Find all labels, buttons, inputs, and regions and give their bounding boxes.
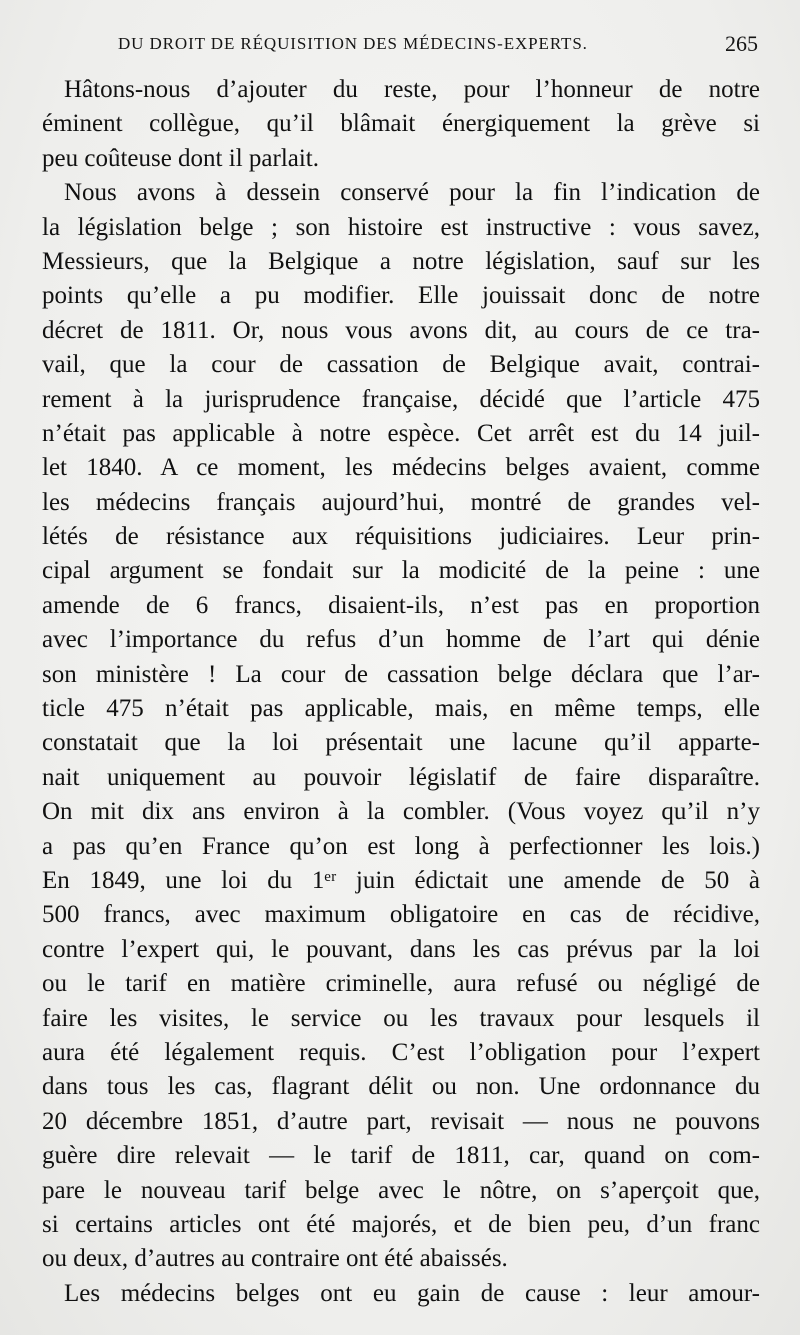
text-line: pare le nouveau tarif belge avec le nôtre, on s’aperçoit que,	[42, 1176, 760, 1204]
text-line: son ministère ! La cour de cassation belge déclara que l’ar-	[42, 660, 760, 688]
text-line: points qu’elle a pu modifier. Elle jouissait donc de notre	[42, 282, 760, 310]
text-line: décret de 1811. Or, nous vous avons dit, au cours de ce tra-	[42, 316, 760, 344]
text-line: Messieurs, que la Belgique a notre législation, sauf sur les	[42, 247, 760, 275]
text-line: dans tous les cas, flagrant délit ou non. Une ordonnance du	[42, 1073, 760, 1101]
text-line: 20 décembre 1851, d’autre part, revisait — nous ne pouvons	[42, 1107, 760, 1135]
text-line: ticle 475 n’était pas applicable, mais, en même temps, elle	[42, 695, 760, 723]
text-line: peu coûteuse dont il parlait.	[42, 144, 320, 172]
text-line: ou le tarif en matière criminelle, aura refusé ou négligé de	[42, 970, 760, 998]
text-line: 500 francs, avec maximum obligatoire en cas de récidive,	[42, 901, 760, 929]
text-line: nait uniquement au pouvoir législatif de faire disparaître.	[42, 763, 760, 791]
text-line: let 1840. A ce moment, les médecins belges avaient, comme	[42, 454, 760, 482]
text-line: létés de résistance aux réquisitions judiciaires. Leur prin-	[42, 523, 760, 551]
running-head	[118, 31, 758, 58]
text-line: cipal argument se fondait sur la modicité de la peine : une	[42, 557, 760, 585]
text-line: aura été légalement requis. C’est l’obligation pour l’expert	[42, 1038, 760, 1066]
text-line: avec l’importance du refus d’un homme de l’art qui dénie	[42, 626, 760, 654]
text-line: a pas qu’en France qu’on est long à perfectionner les lois.)	[42, 832, 760, 860]
body-text	[42, 73, 760, 1311]
page-number: 265	[725, 31, 758, 56]
running-title: DU DROIT DE RÉQUISITION DES MÉDECINS-EXPERTS.	[118, 34, 588, 53]
text-line: Les médecins belges ont eu gain de cause : leur amour-	[64, 1279, 760, 1307]
text-line: constatait que la loi présentait une lacune qu’il apparte-	[42, 729, 760, 757]
text-line: faire les visites, le service ou les travaux pour lesquels il	[42, 1004, 760, 1032]
text-line: rement à la jurisprudence française, décidé que l’article 475	[42, 385, 760, 413]
text-line: n’était pas applicable à notre espèce. Cet arrêt est du 14 juil-	[42, 419, 760, 447]
text-line: guère dire relevait — le tarif de 1811, car, quand on com-	[42, 1142, 760, 1170]
text-line: Hâtons-nous d’ajouter du reste, pour l’honneur de notre	[64, 76, 760, 103]
text-line: si certains articles ont été majorés, et de bien peu, d’un franc	[42, 1210, 760, 1238]
text-line: les médecins français aujourd’hui, montré de grandes vel-	[42, 488, 760, 516]
text-line: la législation belge ; son histoire est instructive : vous savez,	[42, 213, 760, 241]
text-line: ou deux, d’autres au contraire ont été abaissés.	[42, 1245, 508, 1273]
text-line: éminent collègue, qu’il blâmait énergiquement la grève si	[42, 110, 760, 138]
text-line: vail, que la cour de cassation de Belgique avait, contrai-	[42, 351, 760, 379]
text-line: contre l’expert qui, le pouvant, dans les cas prévus par la loi	[42, 935, 760, 963]
text-line: On mit dix ans environ à la combler. (Vous voyez qu’il n’y	[42, 798, 760, 826]
text-line: amende de 6 francs, disaient-ils, n’est pas en proportion	[42, 591, 760, 619]
text-line: Nous avons à dessein conservé pour la fin l’indication de	[64, 179, 760, 207]
text-line: En 1849, une loi du 1ᵉʳ juin édictait une amende de 50 à	[42, 866, 760, 894]
